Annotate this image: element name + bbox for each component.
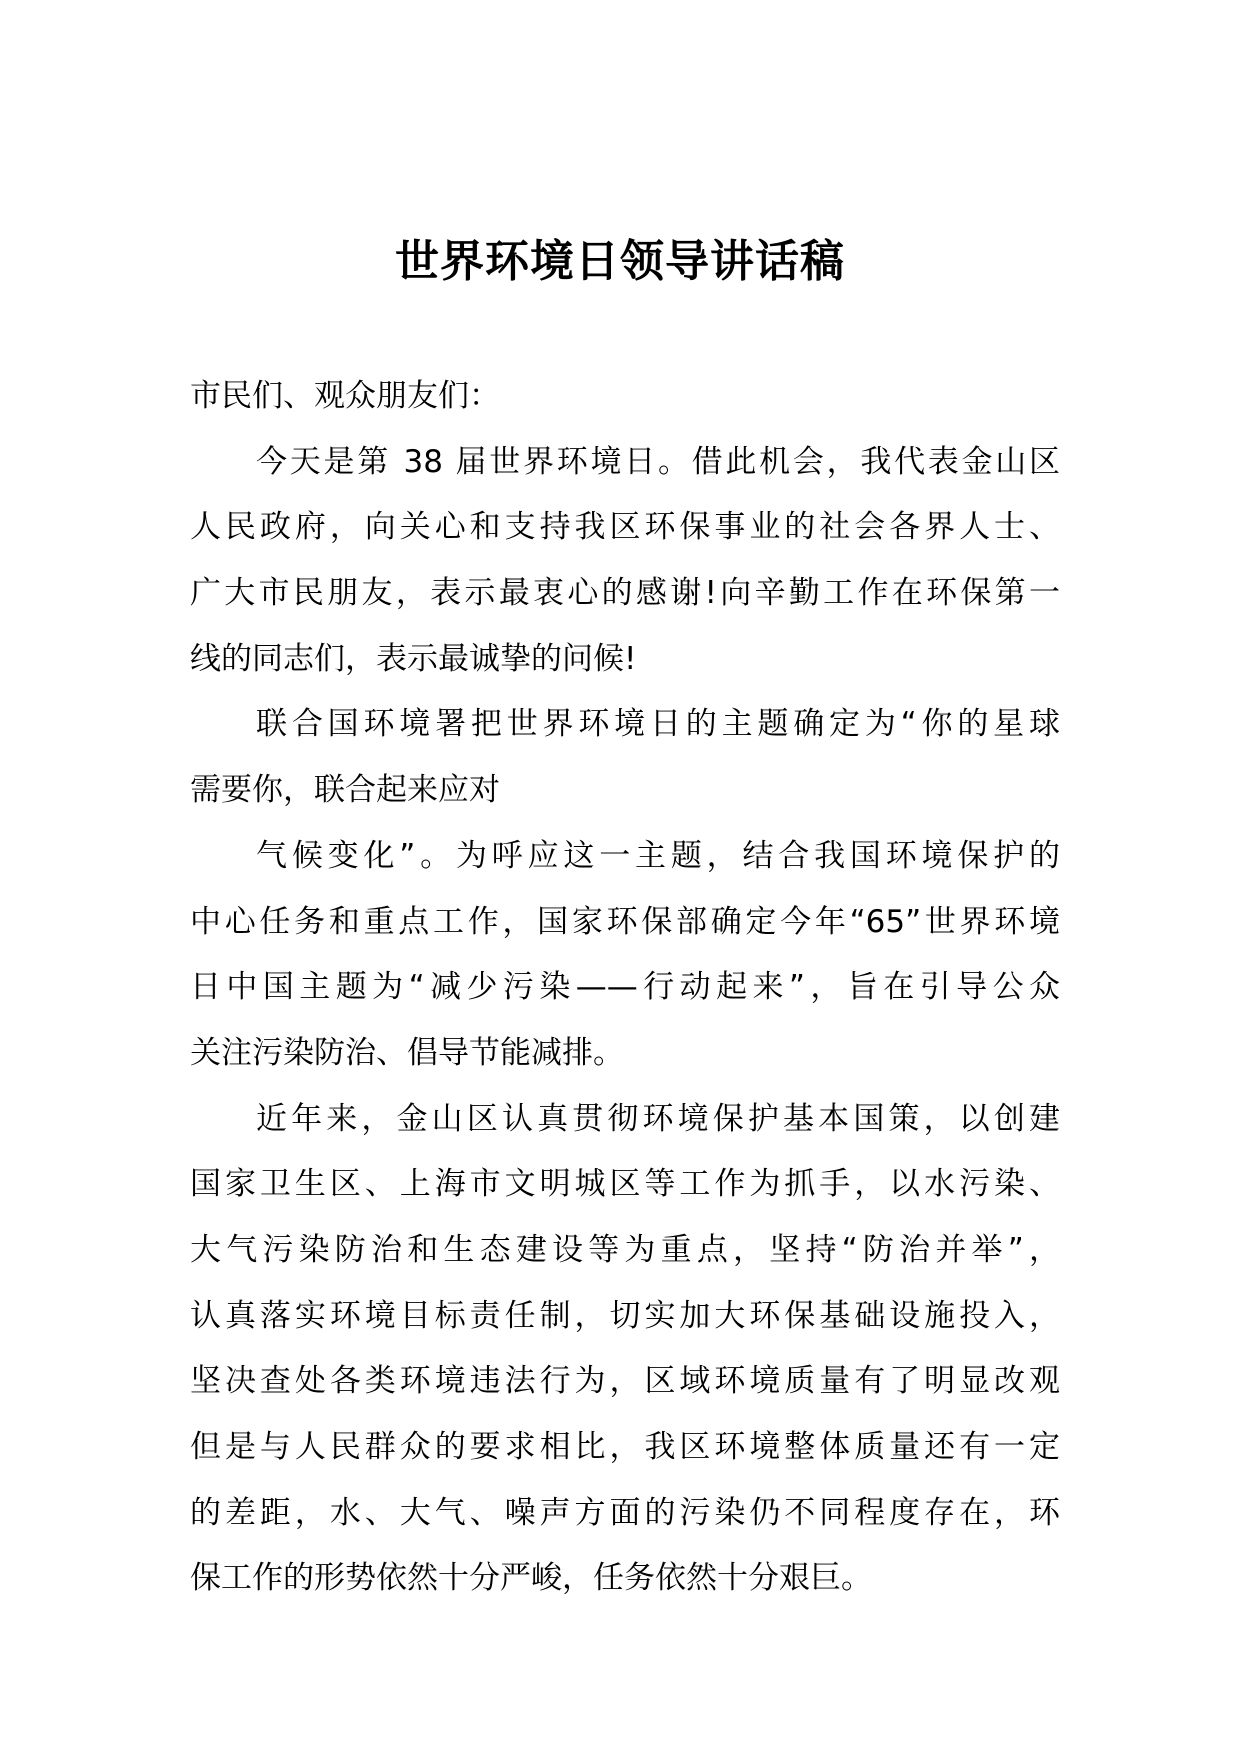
text-line: 大气污染防治和生态建设等为重点，坚持“防治并举”， — [190, 1231, 1060, 1268]
text-line: 广大市民朋友，表示最衷心的感谢!向辛勤工作在环保第一 — [190, 575, 1060, 612]
document-body — [190, 364, 1060, 1612]
text-line: 认真落实环境目标责任制，切实加大环保基础设施投入， — [190, 1297, 1060, 1334]
text-line: 气候变化”。为呼应这一主题，结合我国环境保护的 — [256, 837, 1060, 874]
text-line: 近年来，金山区认真贯彻环境保护基本国策，以创建 — [256, 1100, 1060, 1137]
text-line: 但是与人民群众的要求相比，我区环境整体质量还有一定 — [190, 1429, 1060, 1465]
text-line: 联合国环境署把世界环境日的主题确定为“你的星球 — [256, 706, 1060, 743]
text-line: 的差距，水、大气、噪声方面的污染仍不同程度存在，环 — [190, 1494, 1060, 1531]
text-line: 线的同志们，表示最诚挚的问候! — [190, 640, 637, 677]
text-line: 关注污染防治、倡导节能减排。 — [190, 1034, 624, 1071]
text-line: 市民们、观众朋友们： — [190, 378, 500, 414]
text-line: 需要你，联合起来应对 — [190, 772, 500, 809]
text-line: 今天是第 38 届世界环境日。借此机会，我代表金山区 — [256, 443, 1060, 480]
text-line: 坚决查处各类环境违法行为，区域环境质量有了明显改观 — [190, 1363, 1060, 1400]
text-line: 人民政府，向关心和支持我区环保事业的社会各界人士、 — [190, 509, 1060, 546]
text-line: 国家卫生区、上海市文明城区等工作为抓手，以水污染、 — [190, 1166, 1060, 1203]
document-title: 世界环境日领导讲话稿 — [395, 236, 845, 287]
text-line: 中心任务和重点工作，国家环保部确定今年“65”世界环境 — [190, 903, 1060, 940]
text-line: 日中国主题为“减少污染——行动起来”，旨在引导公众 — [190, 969, 1060, 1006]
text-line: 保工作的形势依然十分严峻，任务依然十分艰巨。 — [190, 1560, 872, 1597]
